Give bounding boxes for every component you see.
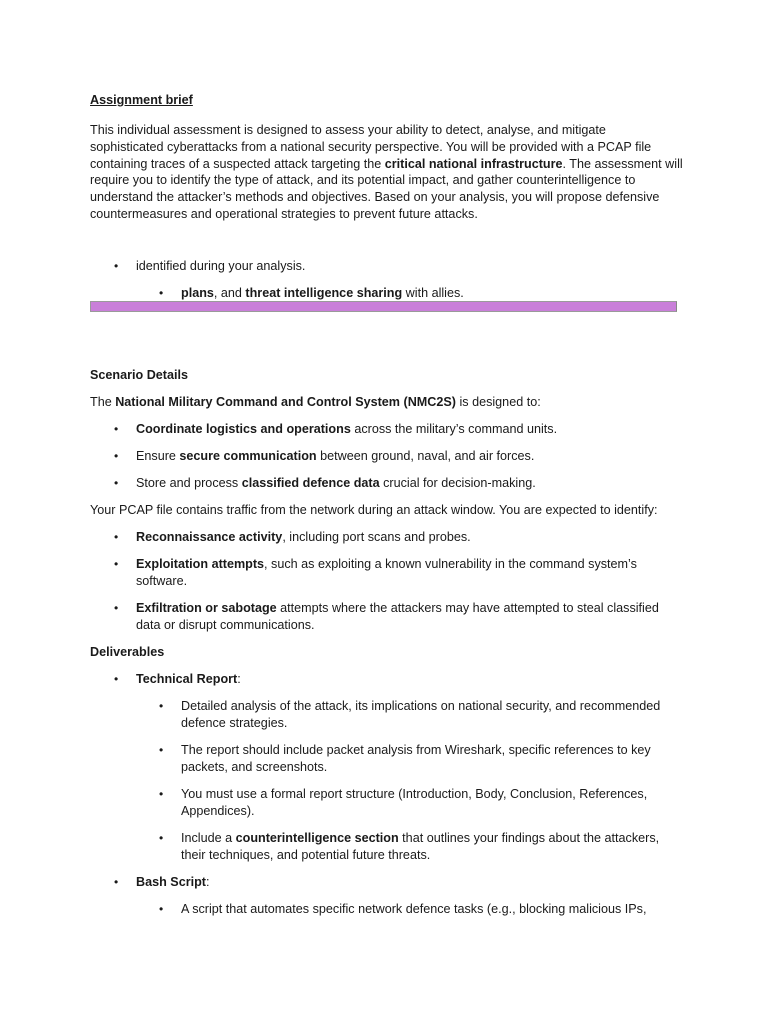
brief-line: require you to identify the type of attack, and its potential impact, and gather counterintelligence to <box>90 173 636 188</box>
bullet-dot: • <box>159 831 164 845</box>
brief-line: understand the attacker’s methods and objectives. Based on your analysis, you will propose defensive <box>90 190 660 205</box>
bullet-dot: • <box>159 743 164 757</box>
list-item-plans: plans, and threat intelligence sharing with allies. <box>181 286 464 300</box>
scenario-heading: Scenario Details <box>90 368 188 382</box>
bullet-dot: • <box>114 449 119 463</box>
sub-item: Include a counterintelligence section that outlines your findings about the attackers, <box>181 831 660 845</box>
bullet-dot: • <box>159 902 164 916</box>
brief-line: countermeasures and operational strategies to prevent future attacks. <box>90 206 478 221</box>
bullet-dot: • <box>114 476 119 490</box>
sub-item-cont: defence strategies. <box>181 716 288 730</box>
list-item-cont: data or disrupt communications. <box>136 618 315 632</box>
list-item-cont: software. <box>136 574 188 588</box>
bullet-dot: • <box>114 672 119 686</box>
list-item: Exploitation attempts, such as exploiting a known vulnerability in the command system’s <box>136 557 637 571</box>
brief-line: sophisticated cyberattacks from a national security perspective. You will be provided with a PCAP file <box>90 139 652 154</box>
deliverables-heading: Deliverables <box>90 645 165 659</box>
sub-item-cont: Appendices). <box>181 804 255 818</box>
assignment-brief-heading: Assignment brief <box>90 93 193 107</box>
list-item: Store and process classified defence data crucial for decision-making. <box>136 476 536 490</box>
highlight-bar <box>90 301 677 312</box>
bullet-dot: • <box>114 530 119 544</box>
sub-item-cont: their techniques, and potential future threats. <box>181 848 431 862</box>
brief-line: This individual assessment is designed to assess your ability to detect, analyse, and mitigate <box>90 123 606 137</box>
bullet-dot: • <box>159 787 164 801</box>
cni-emphasis: critical national infrastructure <box>384 156 563 171</box>
list-item: Exfiltration or sabotage attempts where the attackers may have attempted to steal classified <box>136 601 659 615</box>
sub-item: Detailed analysis of the attack, its implications on national security, and recommended <box>181 699 661 713</box>
list-item: Reconnaissance activity, including port scans and probes. <box>136 530 471 544</box>
bullet-dot: • <box>114 875 119 889</box>
brief-line: containing traces of a suspected attack targeting the critical national infrastructure. The assessment will <box>90 156 683 171</box>
bullet-dot: • <box>159 286 164 300</box>
bullet-dot: • <box>114 601 119 615</box>
sub-item-cont: packets, and screenshots. <box>181 760 328 774</box>
list-item: Ensure secure communication between ground, naval, and air forces. <box>136 449 535 463</box>
bullet-dot: • <box>114 259 119 273</box>
brief-paragraph <box>90 122 690 223</box>
bullet-dot: • <box>159 699 164 713</box>
sub-item: The report should include packet analysis from Wireshark, specific references to key <box>181 743 651 757</box>
sub-item: You must use a formal report structure (Introduction, Body, Conclusion, References, <box>181 787 648 801</box>
scenario-intro: The National Military Command and Control System (NMC2S) is designed to: <box>90 395 541 409</box>
pcap-line: Your PCAP file contains traffic from the network during an attack window. You are expected to identify: <box>90 503 658 517</box>
list-item-technical-report: Technical Report: <box>136 672 241 686</box>
list-item-identified: identified during your analysis. <box>136 259 306 273</box>
bullet-dot: • <box>114 557 119 571</box>
list-item: Coordinate logistics and operations across the military’s command units. <box>136 422 558 436</box>
sub-item: A script that automates specific network defence tasks (e.g., blocking malicious IPs, <box>181 902 647 916</box>
bullet-dot: • <box>114 422 119 436</box>
list-item-bash-script: Bash Script: <box>136 875 210 889</box>
